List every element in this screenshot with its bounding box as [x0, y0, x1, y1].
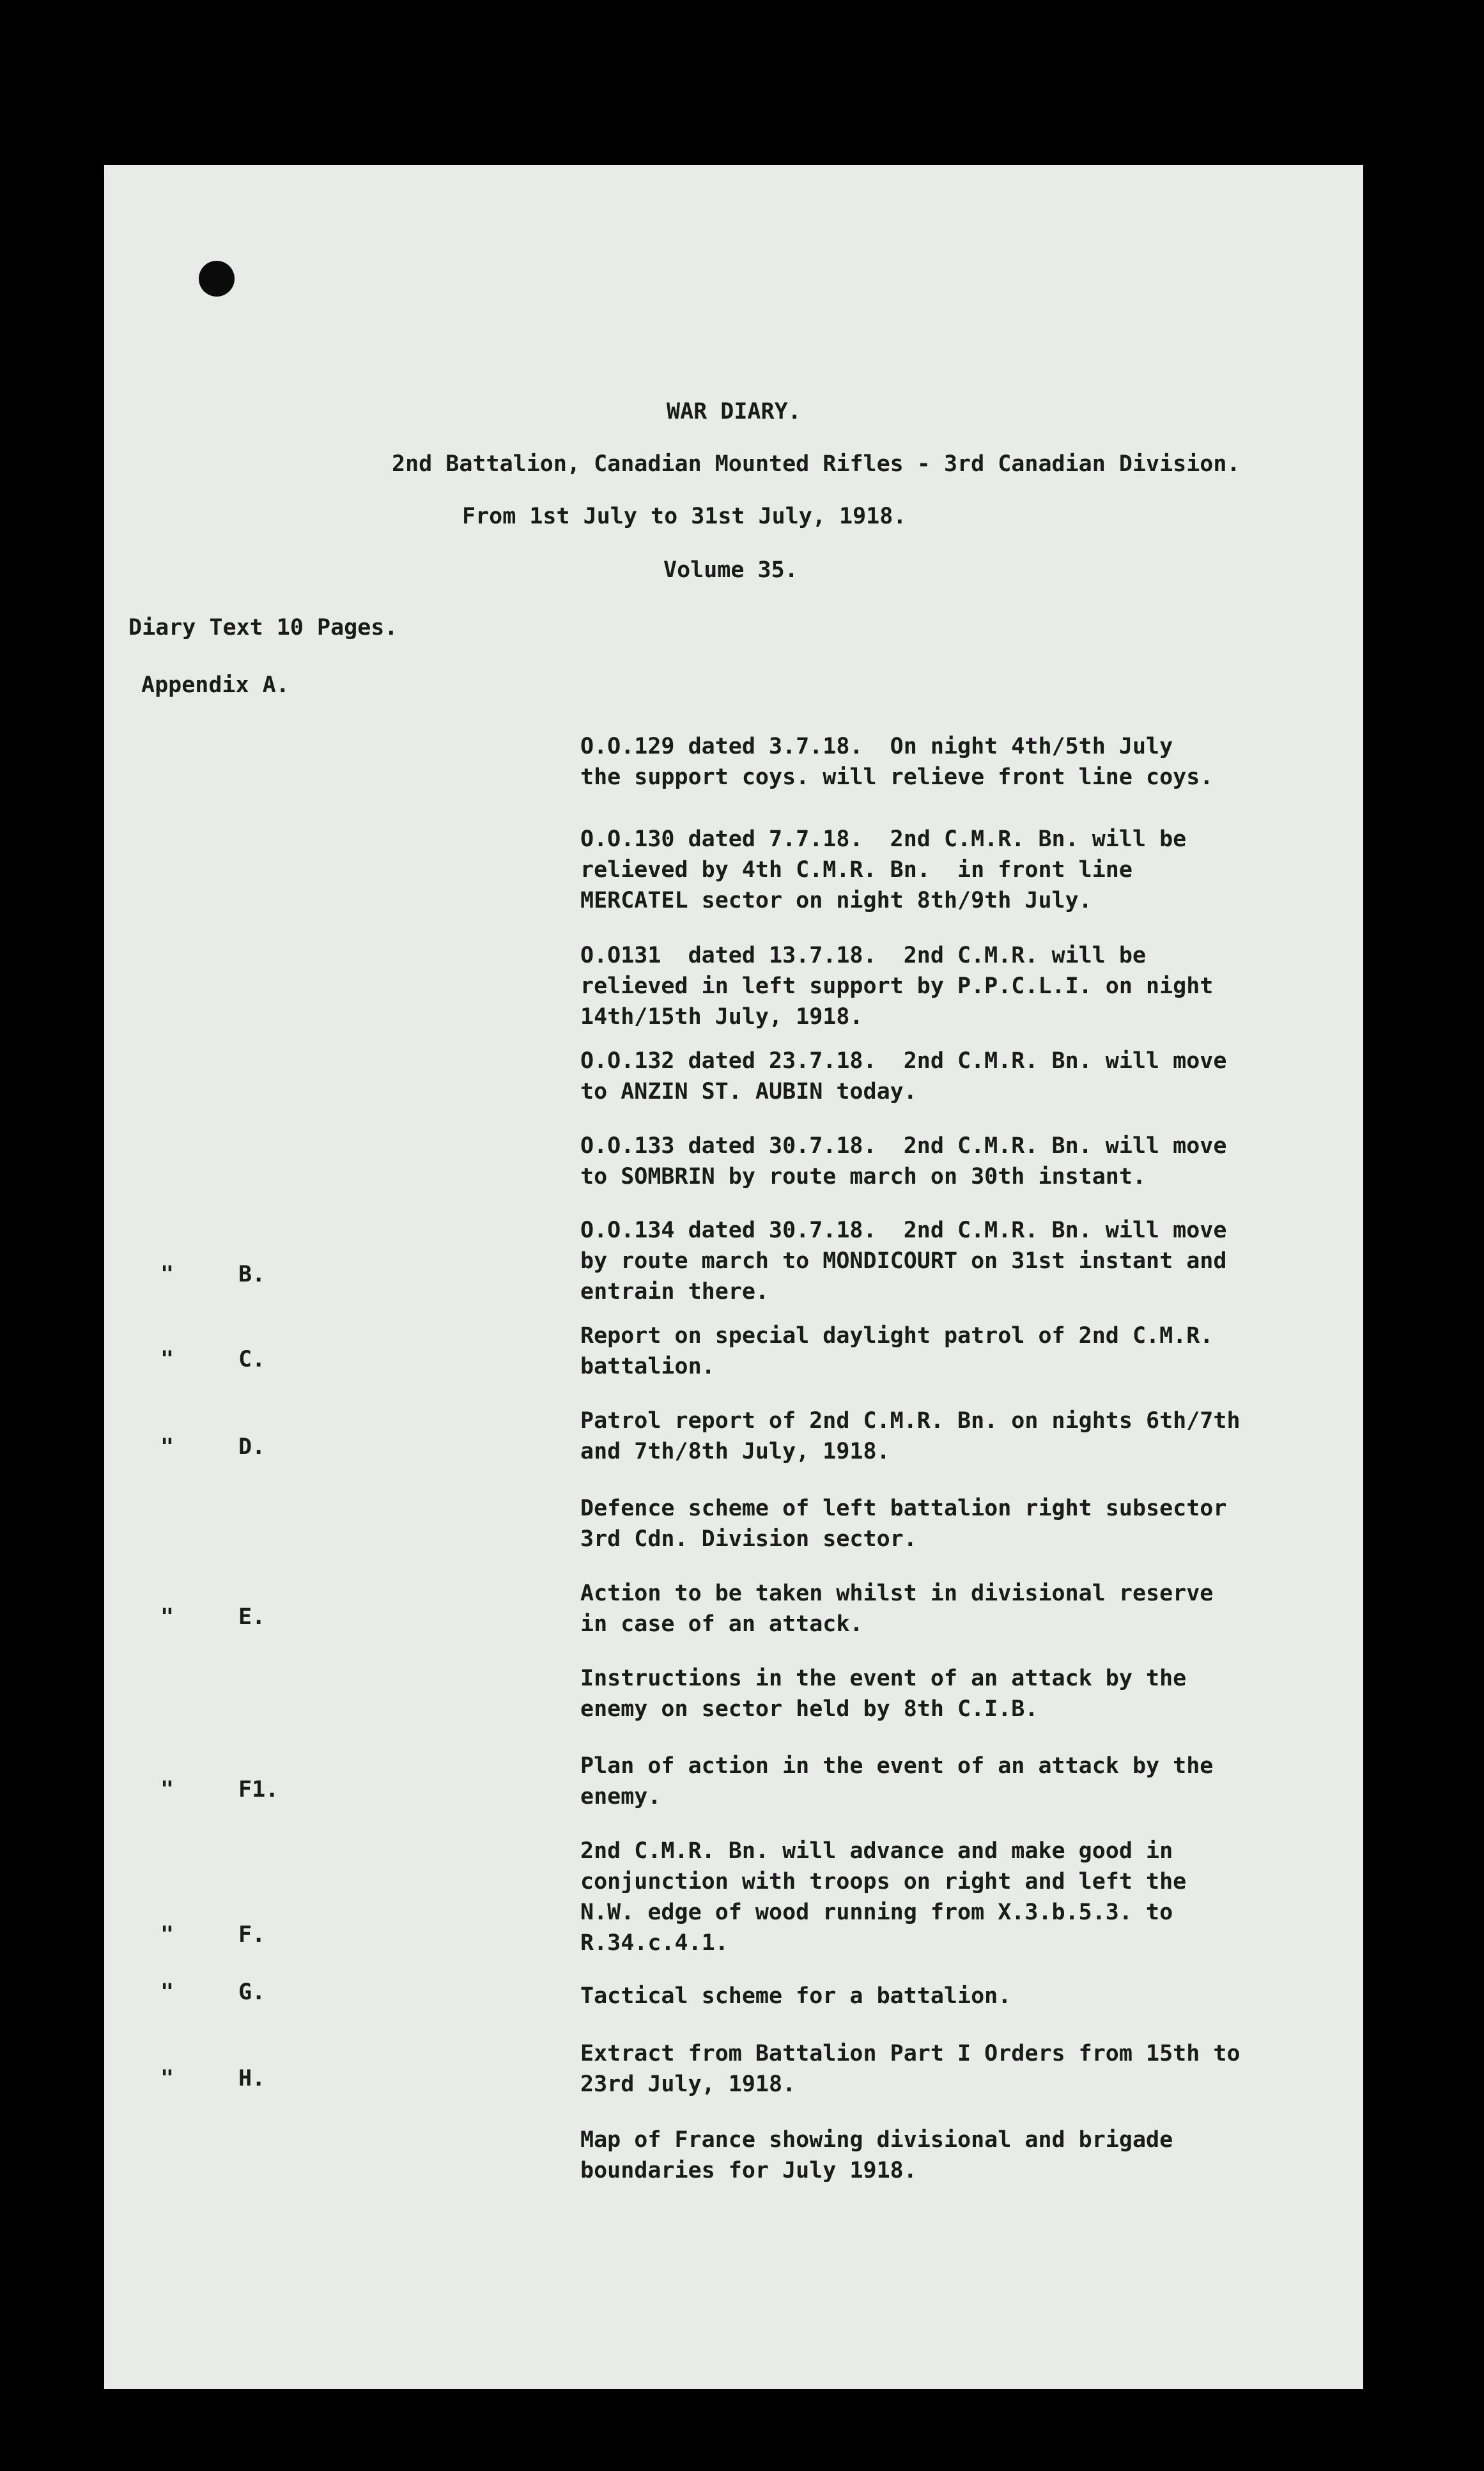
entry-d: Defence scheme of left battalion right subsector 3rd Cdn. Division sector. [580, 1496, 1227, 1552]
ditto-mark: " [160, 1922, 174, 1948]
entry-f: Tactical scheme for a battalion. [580, 1983, 1012, 2009]
entry-a2: O.O.130 dated 7.7.18. 2nd C.M.R. Bn. will be relieved by 4th C.M.R. Bn. in front line MERCATEL sector on night 8th/9th July. [580, 826, 1187, 913]
appendix-code: F. [238, 1922, 266, 1948]
entry-a5: O.O.133 dated 30.7.18. 2nd C.M.R. Bn. will move to SOMBRIN by route march on 30th instant. [580, 1133, 1227, 1189]
ditto-mark: " [160, 1434, 174, 1460]
entry-b: Report on special daylight patrol of 2nd C.M.R. battalion. [580, 1323, 1214, 1379]
diary-title: WAR DIARY. [667, 399, 801, 424]
ditto-mark: " [160, 1604, 174, 1630]
unit-heading: 2nd Battalion, Canadian Mounted Rifles - 3rd Canadian Division. [392, 451, 1241, 477]
ditto-mark: " [160, 2066, 174, 2091]
appendix-label: Appendix A. [141, 672, 290, 698]
entry-e: Instructions in the event of an attack by the enemy on sector held by 8th C.I.B. [580, 1666, 1187, 1722]
document-page [104, 165, 1363, 2389]
entry-g: Extract from Battalion Part I Orders from 15th to 23rd July, 1918. [580, 2041, 1241, 2097]
appendix-code: G. [238, 1979, 266, 2005]
entry-e2: Plan of action in the event of an attack by the enemy. [580, 1753, 1214, 1809]
entry-a1: O.O.129 dated 3.7.18. On night 4th/5th July the support coys. will relieve front line coys. [580, 734, 1214, 790]
entry-a4: O.O.132 dated 23.7.18. 2nd C.M.R. Bn. will move to ANZIN ST. AUBIN today. [580, 1048, 1227, 1104]
volume-heading: Volume 35. [663, 557, 798, 583]
period-heading: From 1st July to 31st July, 1918. [462, 504, 907, 529]
entry-h: Map of France showing divisional and brigade boundaries for July 1918. [580, 2127, 1173, 2183]
diary-text-count: Diary Text 10 Pages. [128, 615, 398, 640]
ditto-mark: " [160, 1777, 174, 1802]
ditto-mark: " [160, 1347, 174, 1372]
appendix-code: E. [238, 1604, 266, 1630]
ditto-mark: " [160, 1979, 174, 2005]
entry-a6: O.O.134 dated 30.7.18. 2nd C.M.R. Bn. will move by route march to MONDICOURT on 31st instant and entrain there. [580, 1218, 1227, 1305]
appendix-code: C. [238, 1347, 266, 1372]
appendix-code: B. [238, 1262, 266, 1287]
ditto-mark: " [160, 1262, 174, 1287]
appendix-code: H. [238, 2066, 266, 2091]
entry-c: Patrol report of 2nd C.M.R. Bn. on nights 6th/7th and 7th/8th July, 1918. [580, 1408, 1241, 1464]
entry-d2: Action to be taken whilst in divisional reserve in case of an attack. [580, 1581, 1214, 1637]
entry-f1: 2nd C.M.R. Bn. will advance and make good in conjunction with troops on right and left the N.W. edge of wood running from X.3.b.5.3. to R.34.c.4.1. [580, 1838, 1187, 1956]
appendix-code: D. [238, 1434, 266, 1460]
ink-blot [199, 261, 235, 297]
entry-a3: O.O131 dated 13.7.18. 2nd C.M.R. will be relieved in left support by P.P.C.L.I. on night 14th/15th July, 1918. [580, 943, 1214, 1030]
appendix-code: F1. [238, 1777, 279, 1802]
